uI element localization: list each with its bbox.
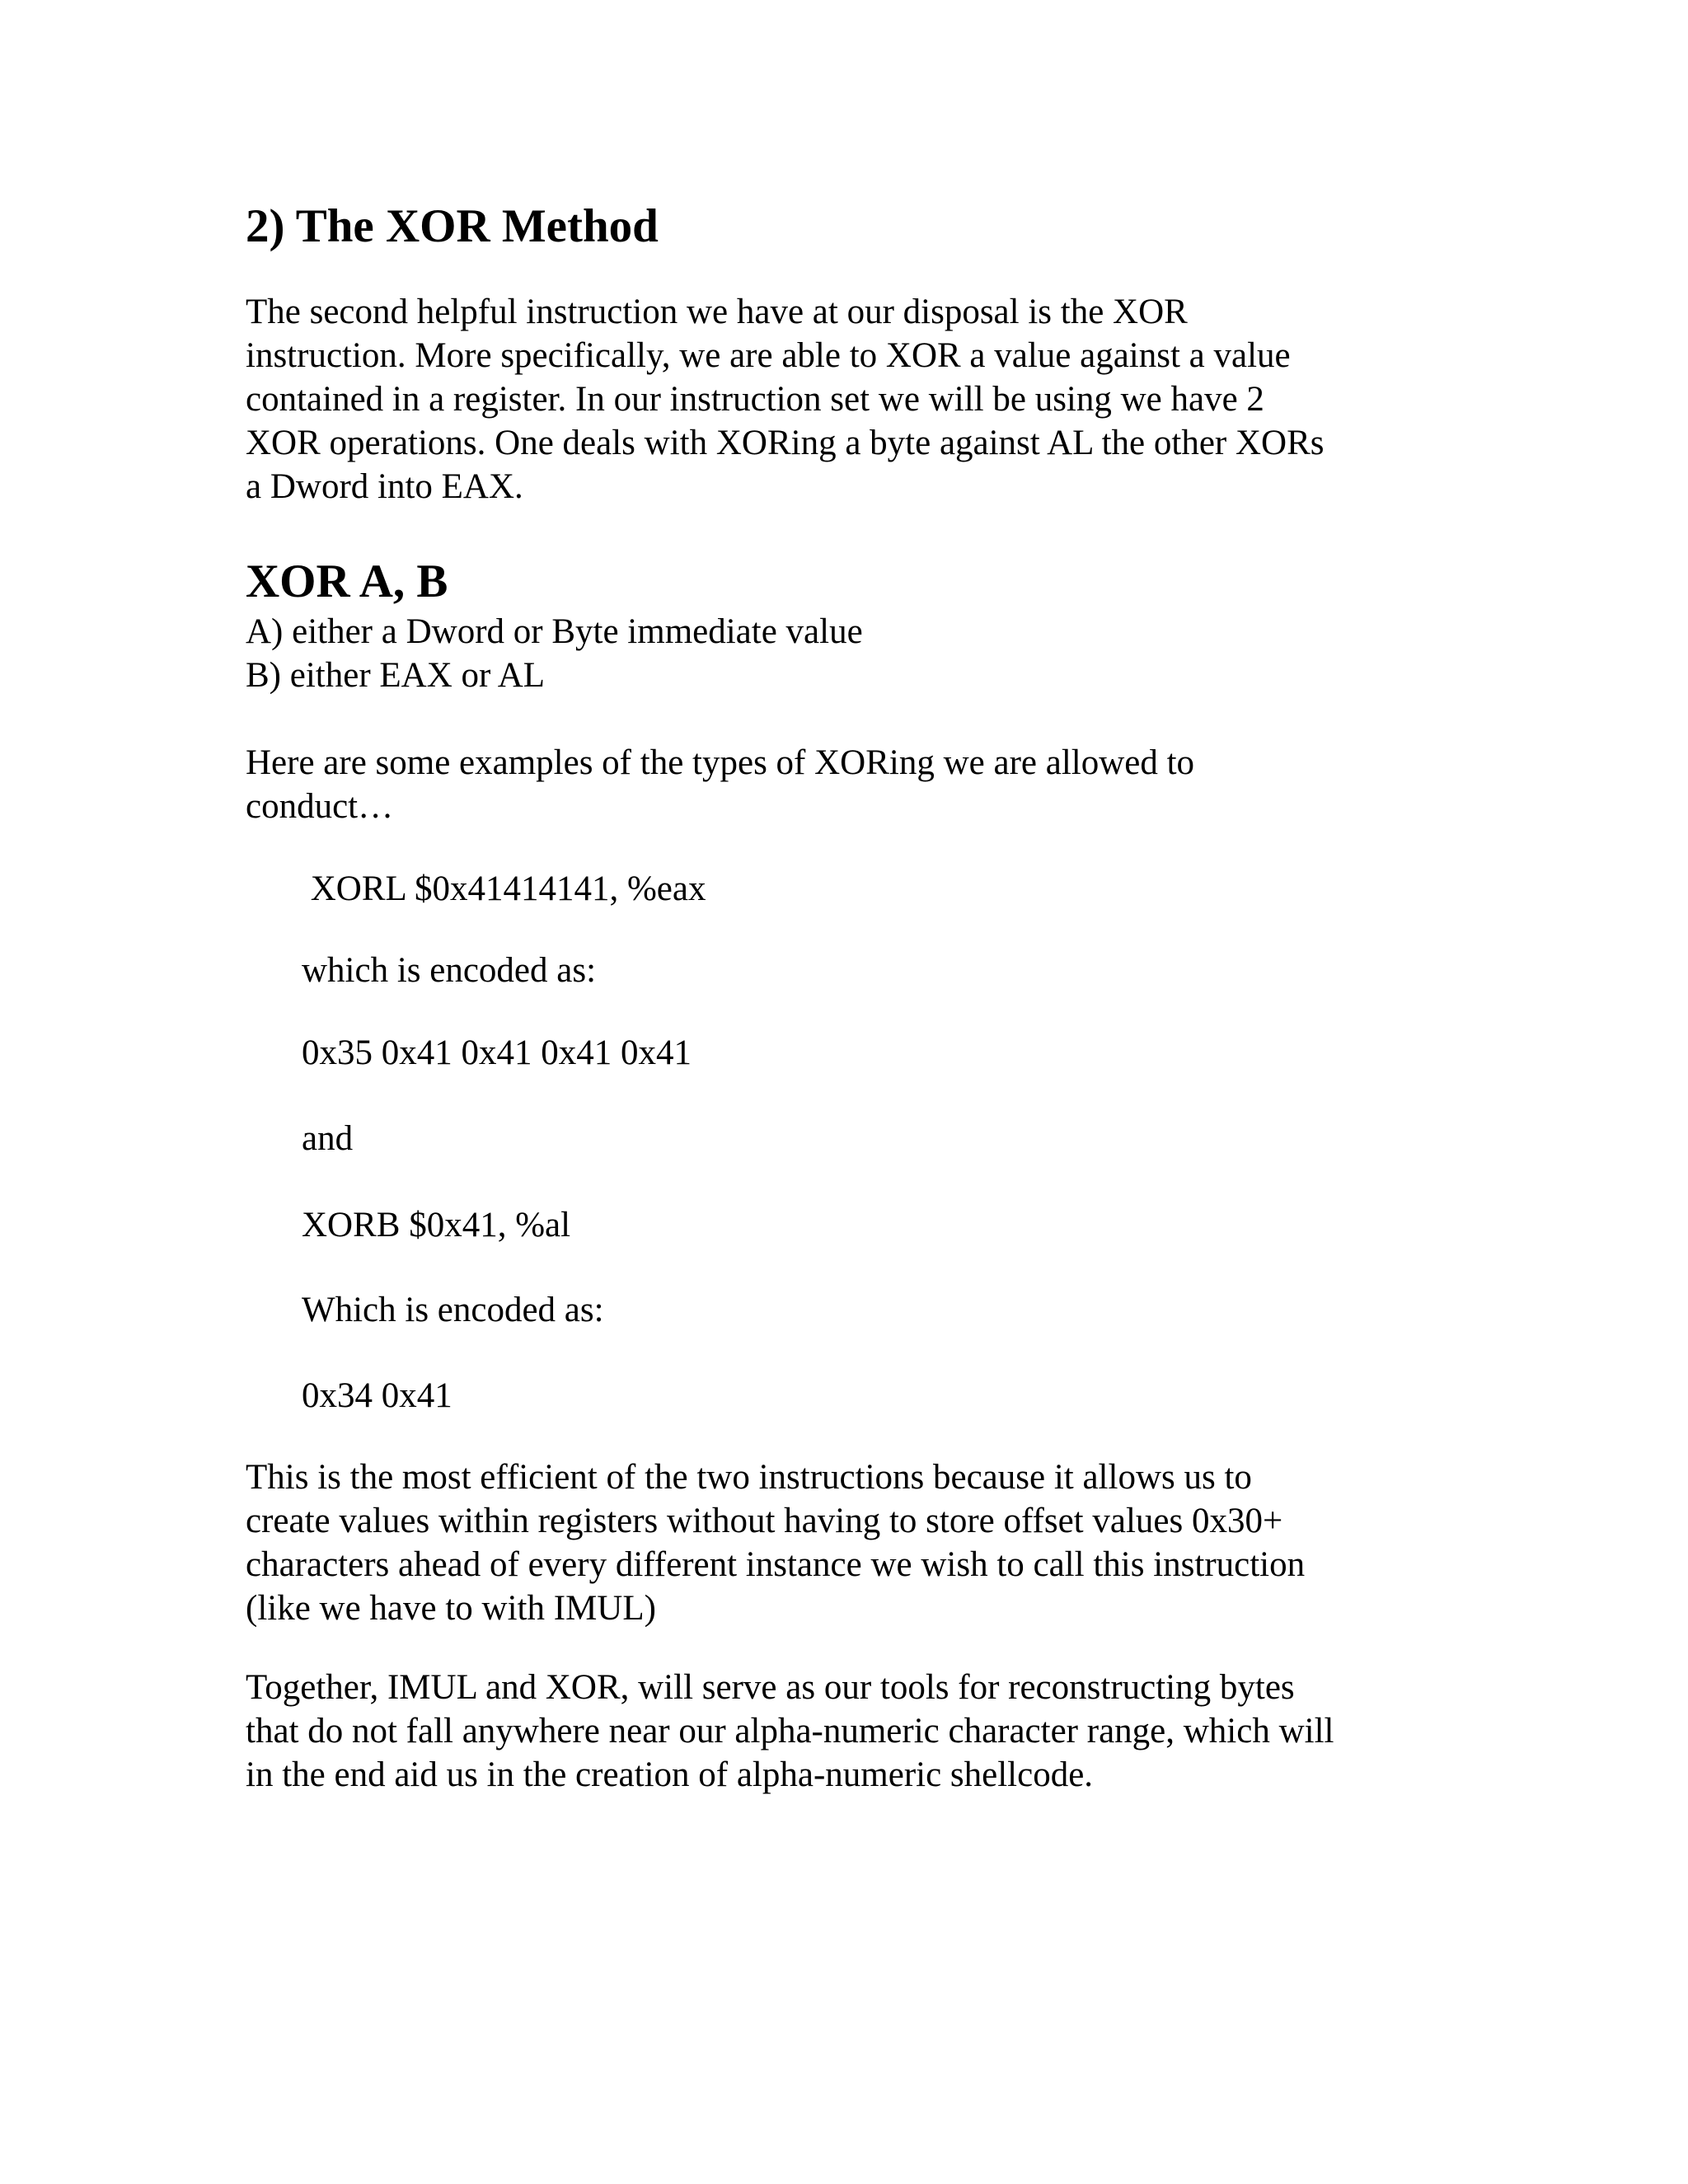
efficiency-line: (like we have to with IMUL) [246,1589,656,1628]
examples-intro-line: Here are some examples of the types of XORing we are allowed to [246,743,1195,782]
intro-line: XOR operations. One deals with XORing a byte against AL the other XORs [246,424,1325,462]
efficiency-paragraph [246,1455,1449,1630]
conclusion-paragraph [246,1666,1449,1797]
efficiency-line: This is the most efficient of the two instructions because it allows us to [246,1458,1252,1497]
conclusion-line: that do not fall anywhere near our alpha-numeric character range, which will [246,1712,1334,1750]
examples-intro-line: conduct… [246,787,394,826]
conclusion-line: in the end aid us in the creation of alpha-numeric shellcode. [246,1755,1094,1794]
xorb-encoding: 0x34 0x41 [302,1376,452,1415]
intro-line: contained in a register. In our instruction set we will be using we have 2 [246,380,1264,419]
section-heading: 2) The XOR Method [246,200,659,252]
operand-a-description: A) either a Dword or Byte immediate value [246,612,863,651]
syntax-heading: XOR A, B [246,555,448,607]
intro-line: a Dword into EAX. [246,467,523,506]
intro-paragraph [246,290,1449,509]
efficiency-line: characters ahead of every different instance we wish to call this instruction [246,1545,1306,1584]
efficiency-line: create values within registers without having to store offset values 0x30+ [246,1502,1283,1540]
encoded-label-2: Which is encoded as: [302,1291,604,1329]
and-connector: and [302,1119,354,1158]
operand-b-description: B) either EAX or AL [246,656,546,695]
operand-list [246,610,1449,697]
examples-intro-paragraph [246,741,1449,828]
encoded-label-1: which is encoded as: [302,951,597,990]
xorl-instruction: XORL $0x41414141, %eax [302,869,706,908]
xorl-encoding: 0x35 0x41 0x41 0x41 0x41 [302,1033,692,1072]
conclusion-line: Together, IMUL and XOR, will serve as our tools for reconstructing bytes [246,1668,1295,1707]
intro-line: instruction. More specifically, we are able to XOR a value against a value [246,336,1291,375]
intro-line: The second helpful instruction we have at our disposal is the XOR [246,293,1188,331]
xorb-instruction: XORB $0x41, %al [302,1206,571,1244]
